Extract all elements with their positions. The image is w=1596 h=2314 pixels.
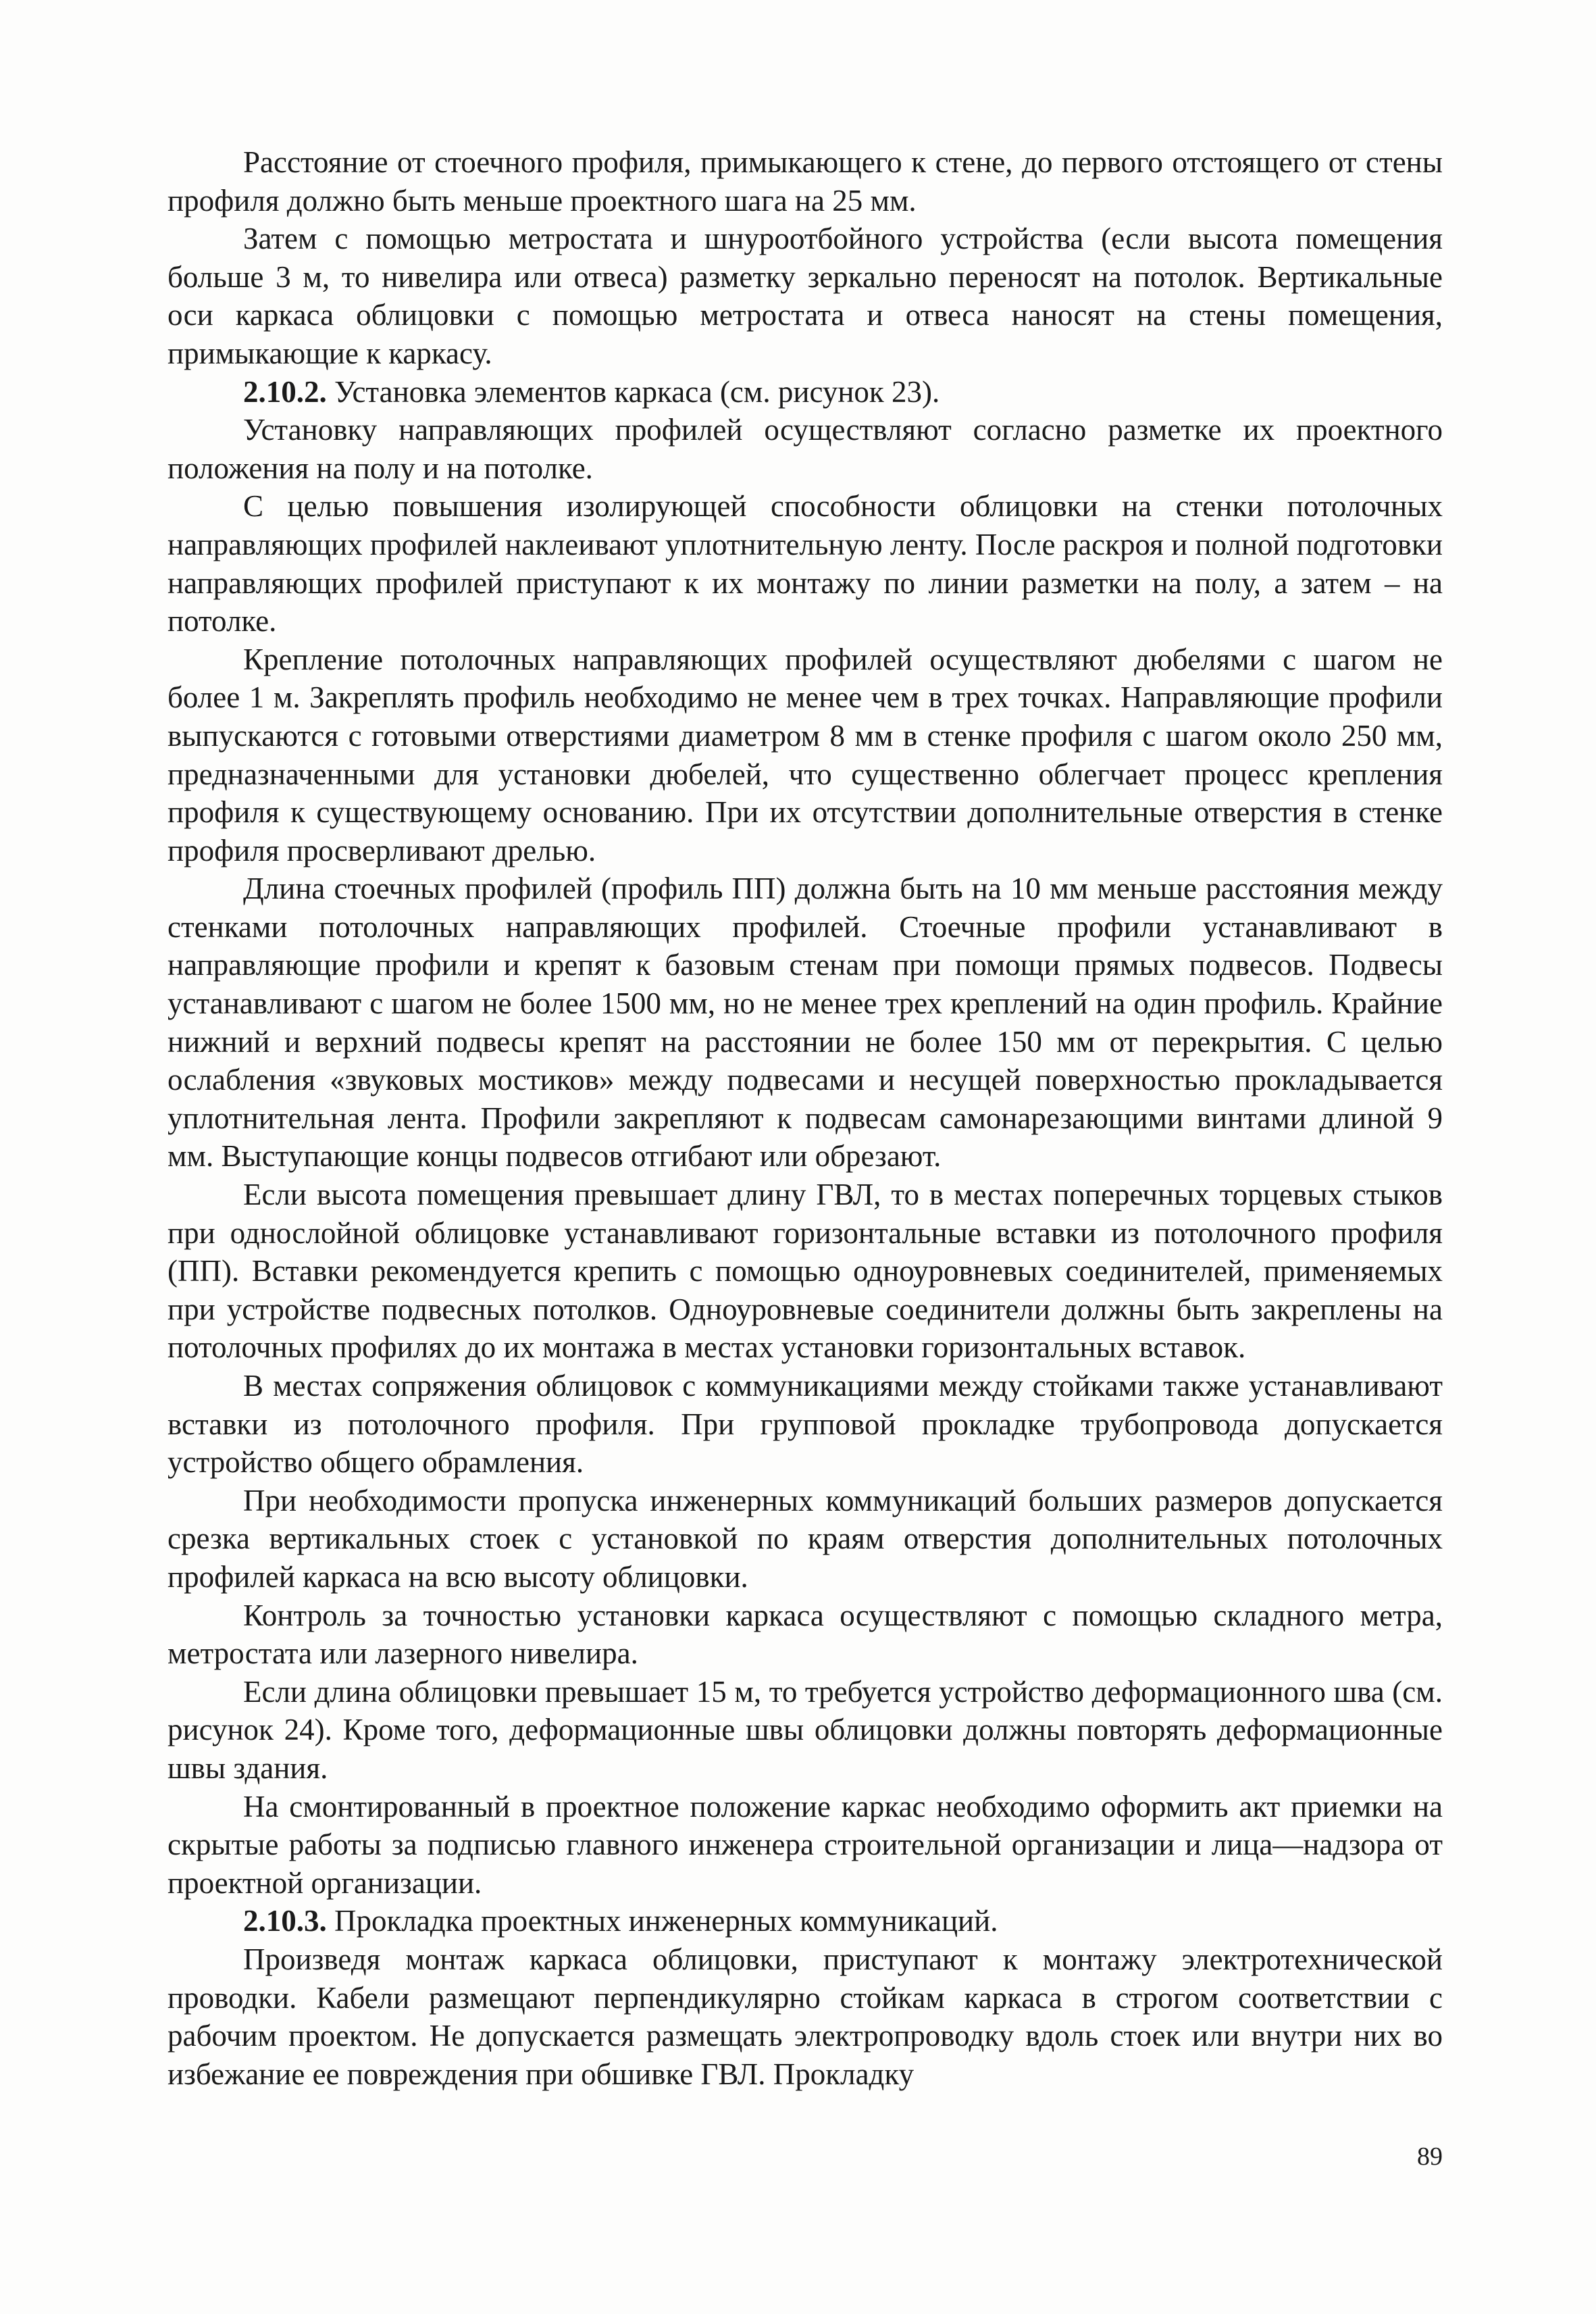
paragraph <box>168 411 1443 487</box>
paragraph <box>168 1482 1443 1596</box>
paragraph-text: С целью повышения изолирующей способности облицовки на стенки потолочных направляющих профилей наклеивают уплотнительную ленту. После раскроя и полной подготовки направляющих профилей приступают к их монтажу по линии разметки на полу, а затем – на потолке. <box>168 489 1443 638</box>
paragraph <box>168 1788 1443 1903</box>
section-number: 2.10.3. <box>243 1904 327 1938</box>
paragraph-text: Если высота помещения превышает длину ГВЛ, то в местах поперечных торцевых стыков при однослойной облицовке устанавливают горизонтальные вставки из потолочного профиля (ПП). Вставки рекомендуется крепить с помощью одноуровневых соединителей, применяемых при устройстве подвесных потолков. Одноуровневые соединители должны быть закреплены на потолочных профилях до их монтажа в местах установки горизонтальных вставок. <box>168 1178 1443 1365</box>
paragraph-text: Длина стоечных профилей (профиль ПП) должна быть на 10 мм меньше расстояния между стенками потолочных направляющих профилей. Стоечные профили устанавливают в направляющие профили и крепят к базовым стенам при помощи прямых подвесов. Подвесы устанавливают с шагом не более 1500 мм, но не менее трех креплений на один профиль. Крайние нижний и верхний подвесы крепят на расстоянии не более 150 мм от перекрытия. С целью ослабления «звуковых мостиков» между подвесами и несущей поверхностью прокладывается уплотнительная лента. Профили закрепляют к подвесам самонарезающими винтами длиной 9 мм. Выступающие концы подвесов отгибают или обрезают. <box>168 872 1443 1174</box>
paragraph-text: В местах сопряжения облицовок с коммуникациями между стойками также устанавливают вставки из потолочного профиля. При групповой прокладке трубопровода допускается устройство общего обрамления. <box>168 1369 1443 1480</box>
paragraph <box>168 1673 1443 1788</box>
section-title: Установка элементов каркаса (см. рисунок 23). <box>326 374 940 409</box>
paragraph <box>168 220 1443 372</box>
paragraph-text: Расстояние от стоечного профиля, примыкающего к стене, до первого отстоящего от стены профиля должно быть меньше проектного шага на 25 мм. <box>168 145 1443 218</box>
section-heading <box>168 373 1443 411</box>
paragraph <box>168 1940 1443 2093</box>
paragraph-text: Контроль за точностью установки каркаса осуществляют с помощью складного метра, метростата или лазерного нивелира. <box>168 1598 1443 1671</box>
paragraph <box>168 1596 1443 1673</box>
section-title: Прокладка проектных инженерных коммуникаций. <box>326 1904 998 1938</box>
paragraph <box>168 1176 1443 1367</box>
paragraph-text: Затем с помощью метростата и шнуроотбойного устройства (если высота помещения больше 3 м, то нивелира или отвеса) разметку зеркально переносят на потолок. Вертикальные оси каркаса облицовки с помощью метростата и отвеса наносят на стены помещения, примыкающие к каркасу. <box>168 222 1443 370</box>
paragraph <box>168 1367 1443 1482</box>
paragraph <box>168 143 1443 220</box>
paragraph-text: Произведя монтаж каркаса облицовки, приступают к монтажу электротехнической проводки. Кабели размещают перпендикулярно стойкам каркаса в строгом соответствии с рабочим проектом. Не допускается размещать электропроводку вдоль стоек или внутри них во избежание ее повреждения при обшивке ГВЛ. Прокладку <box>168 1942 1443 2091</box>
body-text <box>168 143 1443 2093</box>
paragraph-text: Установку направляющих профилей осуществляют согласно разметке их проектного положения на полу и на потолке. <box>168 413 1443 485</box>
paragraph-text: При необходимости пропуска инженерных коммуникаций больших размеров допускается срезка вертикальных стоек с установкой по краям отверстия дополнительных потолочных профилей каркаса на всю высоту облицовки. <box>168 1483 1443 1594</box>
paragraph-text: Крепление потолочных направляющих профилей осуществляют дюбелями с шагом не более 1 м. Закреплять профиль необходимо не менее чем в трех точках. Направляющие профили выпускаются с готовыми отверстиями диаметром 8 мм в стенке профиля с шагом около 250 мм, предназначенными для установки дюбелей, что существенно облегчает процесс крепления профиля к существующему основанию. При их отсутствии дополнительные отверстия в стенке профиля просверливают дрелью. <box>168 642 1443 867</box>
paragraph-text: На смонтированный в проектное положение каркас необходимо оформить акт приемки на скрытые работы за подписью главного инженера строительной организации и лица—надзора от проектной организации. <box>168 1789 1443 1900</box>
section-number: 2.10.2. <box>243 374 327 409</box>
page-number: 89 <box>1417 2142 1443 2171</box>
paragraph <box>168 870 1443 1176</box>
paragraph <box>168 487 1443 640</box>
paragraph-text: Если длина облицовки превышает 15 м, то требуется устройство деформационного шва (см. рисунок 24). Кроме того, деформационные швы облицовки должны повторять деформационные швы здания. <box>168 1674 1443 1785</box>
paragraph <box>168 640 1443 870</box>
section-heading <box>168 1902 1443 1940</box>
